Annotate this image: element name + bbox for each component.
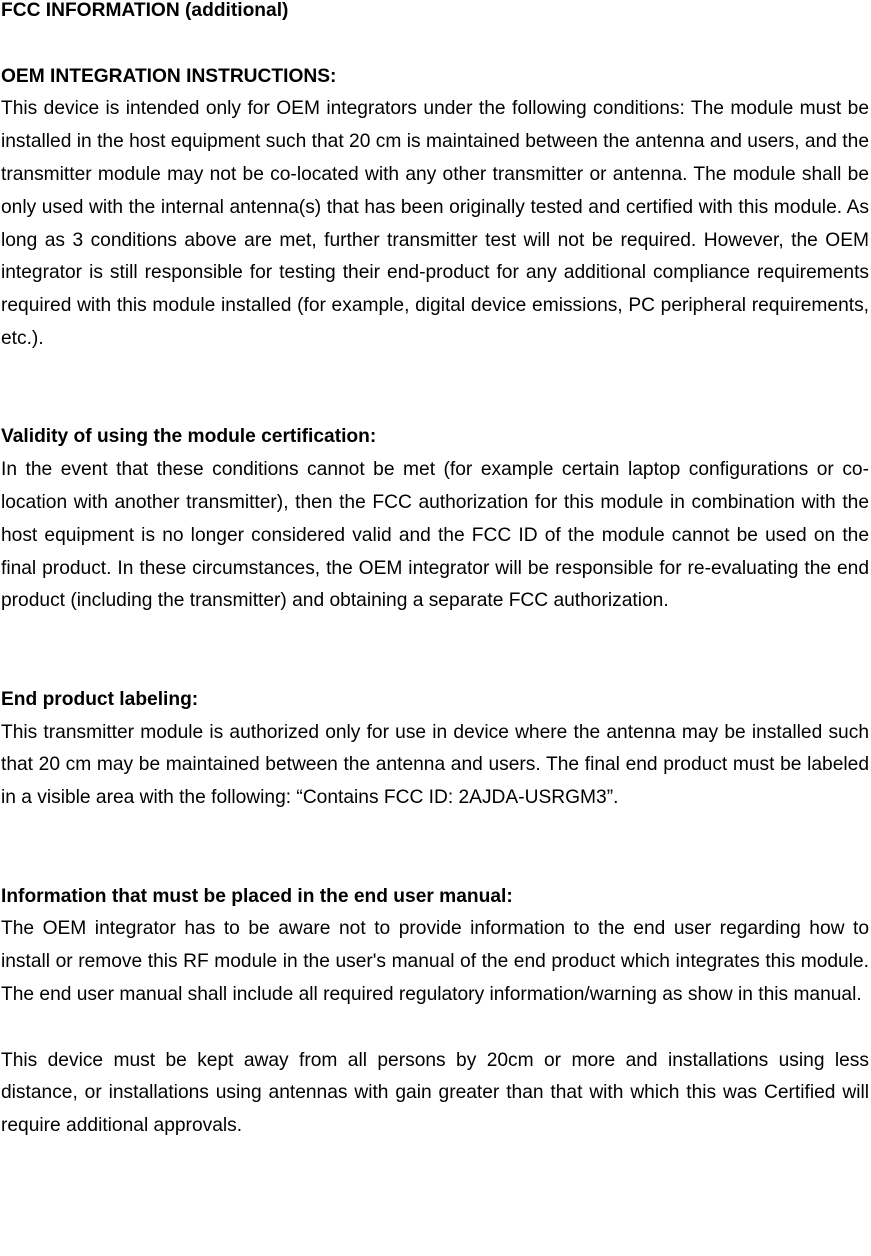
section-heading-end-product-labeling: End product labeling:	[1, 688, 199, 710]
paragraph-end-user-manual: The OEM integrator has to be aware not to provide information to the end user regarding how to install or remove this RF module in the user's manual of the end product which integrates this module. The end user manual shall include all required regulatory information/warning as show in this manual.	[1, 918, 869, 1005]
section-heading-oem-integration: OEM INTEGRATION INSTRUCTIONS:	[1, 65, 337, 87]
document-page	[1, 0, 869, 1143]
paragraph-oem-integration: This device is intended only for OEM integrators under the following conditions: The module must be installed in the host equipment such that 20 cm is maintained between the antenna and users, and the transmitter module may not be co-located with any other transmitter or antenna. The module shall be only used with the internal antenna(s) that has been originally tested and certified with this module. As long as 3 conditions above are met, further transmitter test will not be required. However, the OEM integrator is still responsible for testing their end-product for any additional compliance requirements required with this module installed (for example, digital device emissions, PC peripheral requirements, etc.).	[1, 98, 869, 349]
paragraph-validity: In the event that these conditions cannot be met (for example certain laptop configurations or co-location with another transmitter), then the FCC authorization for this module in combination with the host equipment is no longer considered valid and the FCC ID of the module cannot be used on the final product. In these circumstances, the OEM integrator will be responsible for re-evaluating the end product (including the transmitter) and obtaining a separate FCC authorization.	[1, 459, 869, 612]
spacer	[1, 1012, 869, 1045]
spacer	[1, 815, 869, 881]
paragraph-end-product-labeling: This transmitter module is authorized only for use in device where the antenna may be installed such that 20 cm may be maintained between the antenna and users. The final end product must be labeled in a visible area with the following: “Contains FCC ID: 2AJDA-USRGM3”.	[1, 721, 869, 809]
spacer	[1, 356, 869, 422]
paragraph-rf-exposure: This device must be kept away from all persons by 20cm or more and installations using less distance, or installations using antennas with gain greater than that with which this was Certified will require additional approvals.	[1, 1049, 869, 1137]
spacer	[1, 618, 869, 684]
section-heading-end-user-manual: Information that must be placed in the end user manual:	[1, 885, 513, 907]
document-title: FCC INFORMATION (additional)	[1, 0, 289, 21]
section-heading-validity: Validity of using the module certification:	[1, 426, 377, 448]
spacer	[1, 28, 869, 61]
